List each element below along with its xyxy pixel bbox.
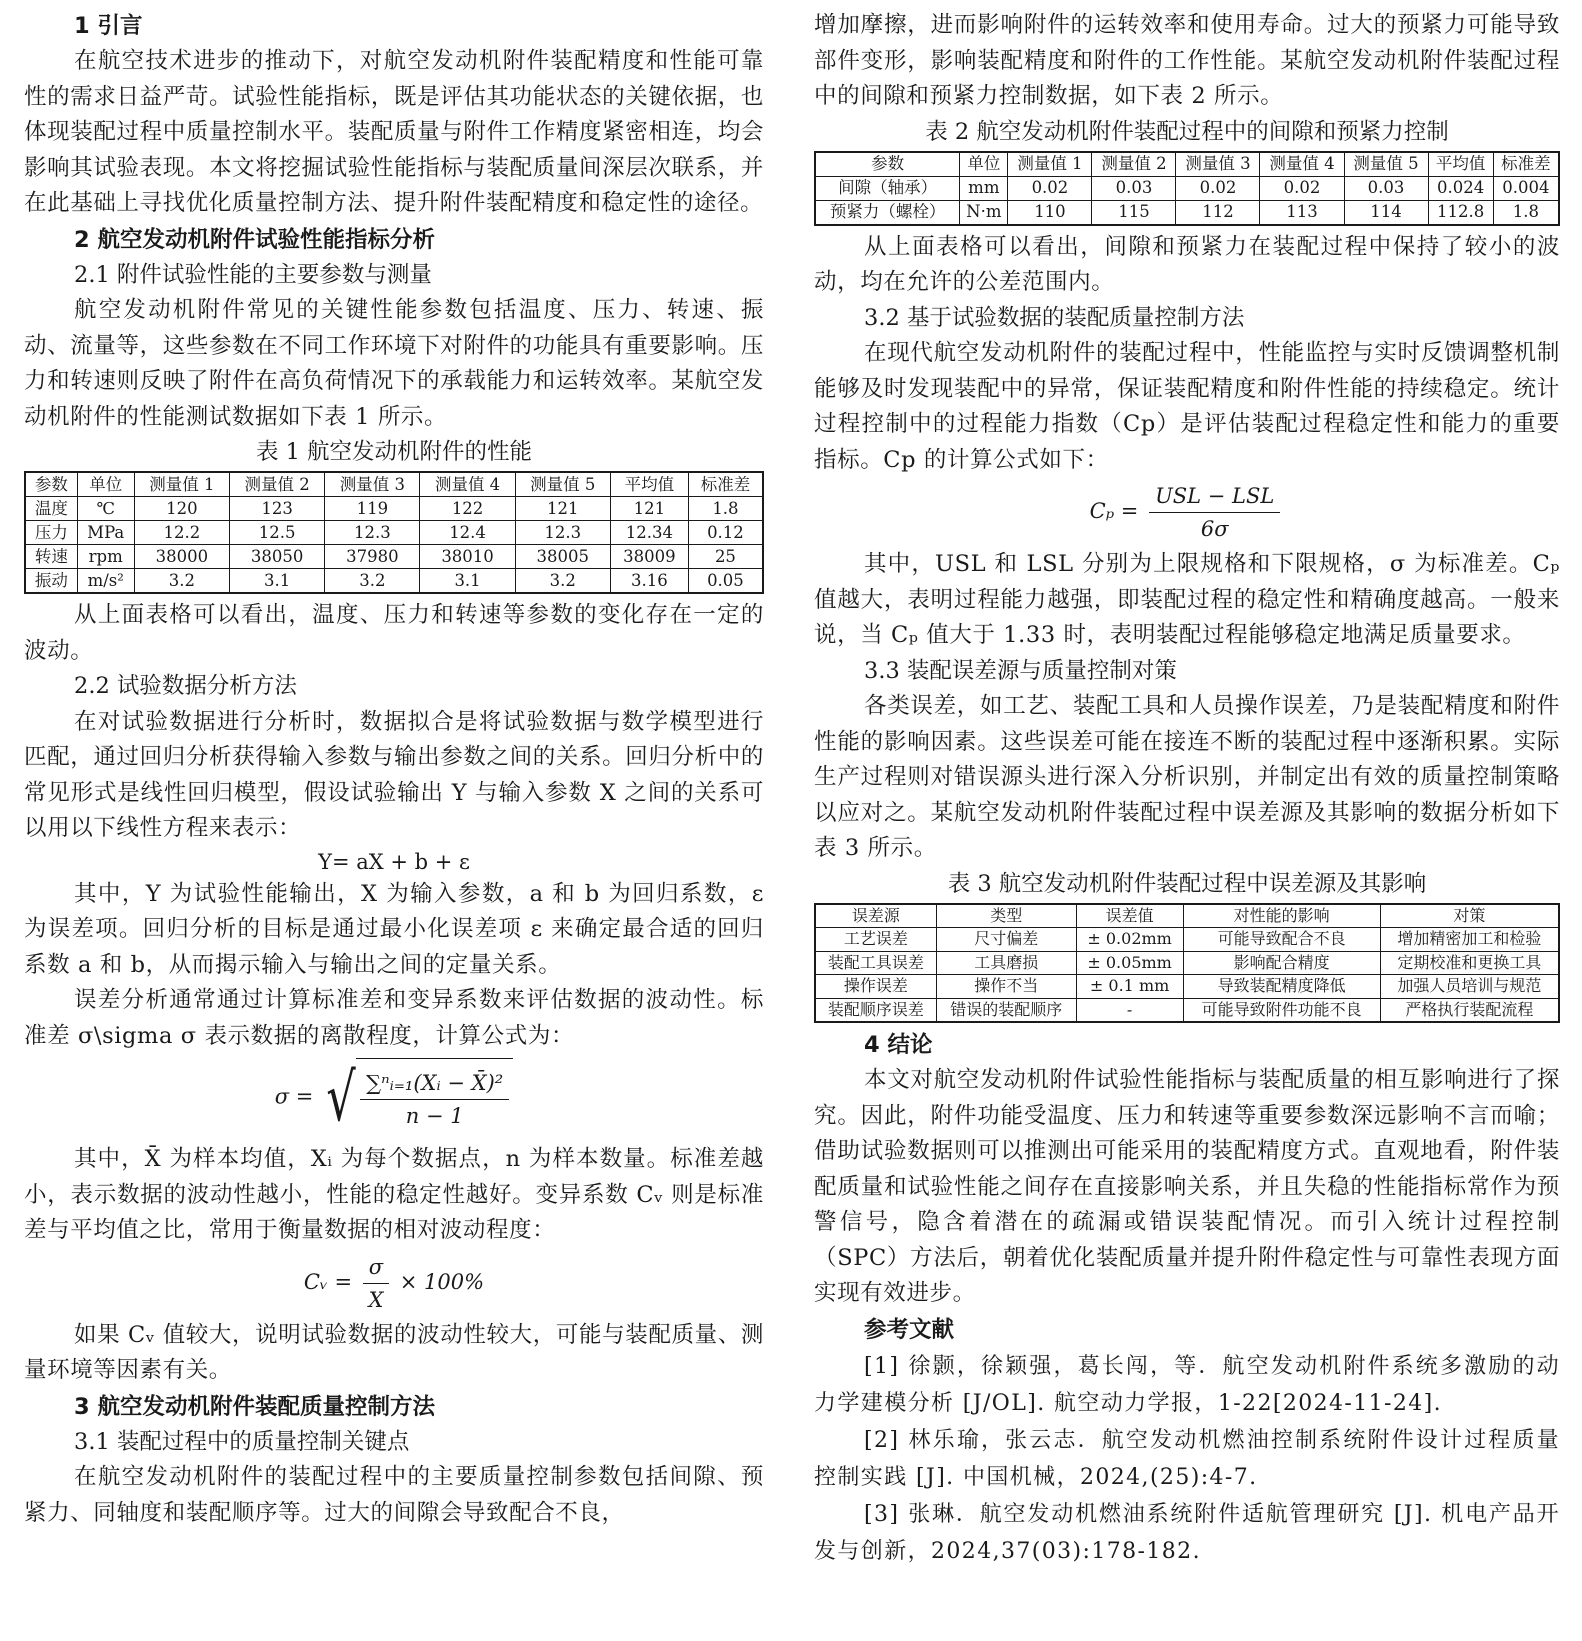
- table3-header-cell: 类型: [936, 904, 1076, 928]
- reference-item: [2] 林乐瑜，张云志．航空发动机燃油控制系统附件设计过程质量控制实践 [J]. 中国机械，2024,(25):4-7.: [814, 1427, 1560, 1490]
- table2-header-cell: 测量值 4: [1260, 152, 1344, 177]
- paragraph-cp-explain: 其中，USL 和 LSL 分别为上限规格和下限规格，σ 为标准差。Cₚ 值越大，表明过程能力越强，即装配过程的稳定性和精确度越高。一般来说，当 Cₚ 值大于 1.33 时，表明装配过程能够稳定地满足质量要求。: [814, 551, 1560, 648]
- table1-row: [25, 497, 763, 521]
- table1-cell: 120: [134, 497, 229, 521]
- table-2: [814, 151, 1560, 226]
- table1-cell: 压力: [25, 521, 77, 545]
- formula-cv-denominator: X: [368, 1287, 384, 1312]
- formula-cp: [814, 482, 1560, 543]
- reference-item: [3] 张琳．航空发动机燃油系统附件适航管理研究 [J]. 机电产品开发与创新，2024,37(03):178-182.: [814, 1501, 1560, 1564]
- table2-header-cell: 平均值: [1428, 152, 1493, 177]
- table2-cell: mm: [960, 176, 1008, 200]
- intro-paragraph: 在航空技术进步的推动下，对航空发动机附件装配精度和性能可靠性的需求日益严苛。试验性能指标，既是评估其功能状态的关键依据，也体现装配过程中质量控制水平。装配质量与附件工作精度紧密相连，均会影响其试验表现。本文将挖掘试验性能指标与装配质量间深层次联系，并在此基础上寻找优化质量控制方法、提升附件装配精度和稳定性的途径。: [24, 48, 764, 216]
- paragraph-error-analysis: 误差分析通常通过计算标准差和变异系数来评估数据的波动性。标准差 σ\sigma σ 表示数据的离散程度，计算公式为：: [24, 987, 764, 1049]
- table3-header-cell: 误差源: [815, 904, 936, 928]
- table1-cell: 1.8: [688, 497, 763, 521]
- subsection-heading-3-3: 3.3 装配误差源与质量控制对策: [864, 657, 1177, 684]
- references-list: [814, 1348, 1560, 1570]
- table3-cell: 尺寸偏差: [936, 928, 1076, 952]
- table3-cell: 工具磨损: [936, 951, 1076, 975]
- table3-cell: 增加精密加工和检验: [1380, 928, 1559, 952]
- table1-cell: 122: [420, 497, 515, 521]
- table-3: [814, 903, 1560, 1024]
- table1-cell: 12.3: [325, 521, 420, 545]
- table1-cell: 3.1: [420, 569, 515, 594]
- section-heading-4: 4 结论: [864, 1032, 933, 1058]
- paragraph-3-1-start: 在航空发动机附件的装配过程中的主要质量控制参数包括间隙、预紧力、同轴度和装配顺序等。过大的间隙会导致配合不良，: [24, 1464, 764, 1526]
- table3-header-cell: 对性能的影响: [1183, 904, 1380, 928]
- subsection-heading-3-2: 3.2 基于试验数据的装配质量控制方法: [864, 304, 1245, 331]
- table1-body: [25, 497, 763, 594]
- section-heading-3: 3 航空发动机附件装配质量控制方法: [74, 1393, 435, 1420]
- table2-cell: 1.8: [1493, 200, 1559, 225]
- table1-cell: 3.16: [610, 569, 688, 594]
- table1-cell: MPa: [77, 521, 134, 545]
- formula-sigma-lhs: σ =: [274, 1084, 314, 1109]
- table2-header-cell: 测量值 1: [1008, 152, 1092, 177]
- paragraph-2-2: 在对试验数据进行分析时，数据拟合是将试验数据与数学模型进行匹配，通过回归分析获得输入参数与输出参数之间的关系。回归分析中的常见形式是线性回归模型，假设试验输出 Y 与输入参数 X 之间的关系可以用以下线性方程来表示：: [24, 708, 764, 841]
- formula-cv-lhs: Cᵥ =: [303, 1269, 353, 1294]
- table1-cell: 38005: [515, 545, 610, 569]
- table1-cell: 12.5: [229, 521, 324, 545]
- table2-cell: 0.03: [1344, 176, 1428, 200]
- table2-cell: 间隙（轴承）: [815, 176, 960, 200]
- table3-cell: 加强人员培训与规范: [1380, 975, 1559, 999]
- section-heading-intro: 1 引言: [74, 13, 143, 39]
- paragraph-3-2: 在现代航空发动机附件的装配过程中，性能监控与实时反馈调整机制能够及时发现装配中的异常，保证装配精度和附件性能的持续稳定。统计过程控制中的过程能力指数（Cp）是评估装配过程稳定性和能力的重要指标。Cp 的计算公式如下：: [814, 340, 1560, 473]
- formula-sigma-denominator: n − 1: [405, 1104, 464, 1128]
- table3-row: [815, 951, 1559, 975]
- table2-header-cell: 测量值 2: [1092, 152, 1176, 177]
- references-heading: 参考文献: [864, 1316, 955, 1343]
- table1-cell: 38000: [134, 545, 229, 569]
- table1-cell: rpm: [77, 545, 134, 569]
- formula-sigma-numerator: ∑ⁿᵢ₌₁(Xᵢ − X̄)²: [360, 1069, 509, 1100]
- subsection-heading-2-1: 2.1 附件试验性能的主要参数与测量: [74, 261, 432, 288]
- table3-cell: 导致装配精度降低: [1183, 975, 1380, 999]
- table3-header-row: [815, 904, 1559, 928]
- table2-caption: 表 2 航空发动机附件装配过程中的间隙和预紧力控制: [925, 118, 1449, 145]
- table2-cell: 115: [1092, 200, 1176, 225]
- table1-header-cell: 平均值: [610, 472, 688, 497]
- table2-row: [815, 200, 1559, 225]
- table-1: [24, 471, 764, 594]
- subsection-heading-2-2: 2.2 试验数据分析方法: [74, 673, 297, 699]
- table1-cell: 0.05: [688, 569, 763, 594]
- table1-cell: 3.2: [515, 569, 610, 594]
- left-column: [24, 8, 764, 1531]
- table3-row: [815, 928, 1559, 952]
- formula-cp-numerator: USL − LSL: [1149, 482, 1280, 513]
- table1-cell: 38050: [229, 545, 324, 569]
- table2-cell: 0.02: [1008, 176, 1092, 200]
- table2-header-cell: 测量值 3: [1176, 152, 1260, 177]
- table2-cell: 0.024: [1428, 176, 1493, 200]
- table1-header-cell: 参数: [25, 472, 77, 497]
- table3-cell: 可能导致配合不良: [1183, 928, 1380, 952]
- table1-cell: ℃: [77, 497, 134, 521]
- table3-cell: 影响配合精度: [1183, 951, 1380, 975]
- table2-cell: 预紧力（螺栓）: [815, 200, 960, 225]
- table1-cell: 12.2: [134, 521, 229, 545]
- paragraph-after-table1: 从上面表格可以看出，温度、压力和转速等参数的变化存在一定的波动。: [24, 602, 764, 664]
- table3-cell: 装配工具误差: [815, 951, 936, 975]
- right-column: [814, 8, 1560, 1570]
- table1-cell: 121: [610, 497, 688, 521]
- paragraph-after-table2: 从上面表格可以看出，间隙和预紧力在装配过程中保持了较小的波动，均在允许的公差范围内。: [814, 233, 1560, 295]
- table1-row: [25, 545, 763, 569]
- table3-row: [815, 998, 1559, 1022]
- table3-cell: 工艺误差: [815, 928, 936, 952]
- table1-cell: 25: [688, 545, 763, 569]
- table2-cell: 112.8: [1428, 200, 1493, 225]
- table3-cell: 错误的装配顺序: [936, 998, 1076, 1022]
- paragraph-linear-explain: 其中，Y 为试验性能输出，X 为输入参数，a 和 b 为回归系数，ε 为误差项。回归分析的目标是通过最小化误差项 ε 来确定最合适的回归系数 a 和 b，从而揭示输入与输出之间的定量关系。: [24, 880, 764, 978]
- table3-header-cell: 误差值: [1076, 904, 1183, 928]
- table1-cell: 3.1: [229, 569, 324, 594]
- table3-cell: 操作误差: [815, 975, 936, 999]
- paragraph-conclusion: 本文对航空发动机附件试验性能指标与装配质量的相互影响进行了探究。因此，附件功能受温度、压力和转速等重要参数深远影响不言而喻；借助试验数据则可以推测出可能采用的装配精度方式。直观地看，附件装配质量和试验性能之间存在直接影响关系，并且失稳的性能指标常作为预警信号，隐含着潜在的疏漏或错误装配情况。而引入统计过程控制（SPC）方法后，朝着优化装配质量并提升附件稳定性与可靠性表现方面实现有效进步。: [814, 1067, 1560, 1306]
- formula-sigma-sqrt: [320, 1058, 513, 1138]
- table1-header-cell: 测量值 4: [420, 472, 515, 497]
- paragraph-sigma-explain: 其中，X̄ 为样本均值，Xᵢ 为每个数据点，n 为样本数量。标准差越小，表示数据的波动性越小，性能的稳定性越好。变异系数 Cᵥ 则是标准差与平均值之比，常用于衡量数据的相对波动程度：: [24, 1146, 764, 1243]
- table1-cell: 振动: [25, 569, 77, 594]
- table1-header-cell: 单位: [77, 472, 134, 497]
- paragraph-2-1: 航空发动机附件常见的关键性能参数包括温度、压力、转速、振动、流量等，这些参数在不同工作环境下对附件的功能具有重要影响。压力和转速则反映了附件在高负荷情况下的承载能力和运转效率。某航空发动机附件的性能测试数据如下表 1 所示。: [24, 297, 764, 430]
- table3-header-cell: 对策: [1380, 904, 1559, 928]
- table2-body: [815, 176, 1559, 225]
- table1-cell: 12.4: [420, 521, 515, 545]
- table3-cell: ± 0.02mm: [1076, 928, 1183, 952]
- table3-cell: 定期校准和更换工具: [1380, 951, 1559, 975]
- table1-header-cell: 测量值 1: [134, 472, 229, 497]
- table2-cell: 0.004: [1493, 176, 1559, 200]
- table1-cell: 12.34: [610, 521, 688, 545]
- table3-cell: ± 0.1 mm: [1076, 975, 1183, 999]
- formula-cv-numerator: σ: [363, 1253, 389, 1284]
- table1-row: [25, 569, 763, 594]
- table1-cell: 123: [229, 497, 324, 521]
- table2-cell: N·m: [960, 200, 1008, 225]
- table1-header-cell: 测量值 3: [325, 472, 420, 497]
- table3-cell: 装配顺序误差: [815, 998, 936, 1022]
- table2-cell: 114: [1344, 200, 1428, 225]
- table1-header-cell: 测量值 2: [229, 472, 324, 497]
- table1-header-cell: 测量值 5: [515, 472, 610, 497]
- table2-header-row: [815, 152, 1559, 177]
- table1-cell: 38009: [610, 545, 688, 569]
- table1-cell: 121: [515, 497, 610, 521]
- table2-cell: 110: [1008, 200, 1092, 225]
- table3-row: [815, 975, 1559, 999]
- formula-cp-lhs: Cₚ =: [1089, 499, 1139, 523]
- table2-cell: 0.02: [1176, 176, 1260, 200]
- table1-row: [25, 521, 763, 545]
- reference-item: [1] 徐颢，徐颖强，葛长闯，等．航空发动机附件系统多激励的动力学建模分析 [J/OL]. 航空动力学报，1-22[2024-11-24].: [814, 1353, 1560, 1416]
- table1-caption: 表 1 航空发动机附件的性能: [255, 439, 533, 465]
- table3-caption: 表 3 航空发动机附件装配过程中误差源及其影响: [947, 870, 1427, 897]
- sqrt-symbol: √: [326, 1059, 356, 1136]
- formula-cp-denominator: 6σ: [1200, 517, 1229, 541]
- table1-header-cell: 标准差: [688, 472, 763, 497]
- subsection-heading-3-1: 3.1 装配过程中的质量控制关键点: [74, 1428, 410, 1455]
- formula-cv-rhs: × 100%: [399, 1269, 485, 1294]
- table1-cell: 转速: [25, 545, 77, 569]
- table3-cell: 可能导致附件功能不良: [1183, 998, 1380, 1022]
- table3-cell: 操作不当: [936, 975, 1076, 999]
- section-heading-2: 2 航空发动机附件试验性能指标分析: [74, 226, 435, 253]
- table3-cell: 严格执行装配流程: [1380, 998, 1559, 1022]
- table2-header-cell: 测量值 5: [1344, 152, 1428, 177]
- table1-header-row: [25, 472, 763, 497]
- table2-header-cell: 参数: [815, 152, 960, 177]
- table3-cell: ± 0.05mm: [1076, 951, 1183, 975]
- table2-cell: 113: [1260, 200, 1344, 225]
- paragraph-3-3: 各类误差，如工艺、装配工具和人员操作误差，乃是装配精度和附件性能的影响因素。这些误差可能在接连不断的装配过程中逐渐积累。实际生产过程则对错误源头进行深入分析识别，并制定出有效的质量控制策略以应对之。某航空发动机附件装配过程中误差源及其影响的数据分析如下表 3 所示。: [814, 693, 1560, 861]
- table2-cell: 0.02: [1260, 176, 1344, 200]
- formula-linear: Y= aX + b + ε: [318, 849, 470, 874]
- table1-cell: 3.2: [134, 569, 229, 594]
- formula-sigma: [24, 1058, 764, 1138]
- table1-cell: 37980: [325, 545, 420, 569]
- table2-cell: 112: [1176, 200, 1260, 225]
- table2-header-cell: 标准差: [1493, 152, 1559, 177]
- table1-cell: 12.3: [515, 521, 610, 545]
- paragraph-3-1-continued: 增加摩擦，进而影响附件的运转效率和使用寿命。过大的预紧力可能导致部件变形，影响装配精度和附件的工作性能。某航空发动机附件装配过程中的间隙和预紧力控制数据，如下表 2 所示。: [814, 12, 1560, 109]
- table1-cell: 119: [325, 497, 420, 521]
- paragraph-cv-explain: 如果 Cᵥ 值较大，说明试验数据的波动性较大，可能与装配质量、测量环境等因素有关。: [24, 1321, 764, 1383]
- table1-cell: 3.2: [325, 569, 420, 594]
- table1-cell: m/s²: [77, 569, 134, 594]
- table1-cell: 38010: [420, 545, 515, 569]
- table1-cell: 0.12: [688, 521, 763, 545]
- table2-row: [815, 176, 1559, 200]
- table3-body: [815, 928, 1559, 1023]
- table1-cell: 温度: [25, 497, 77, 521]
- table3-cell: -: [1076, 998, 1183, 1022]
- table2-cell: 0.03: [1092, 176, 1176, 200]
- formula-cv: [24, 1253, 764, 1314]
- table2-header-cell: 单位: [960, 152, 1008, 177]
